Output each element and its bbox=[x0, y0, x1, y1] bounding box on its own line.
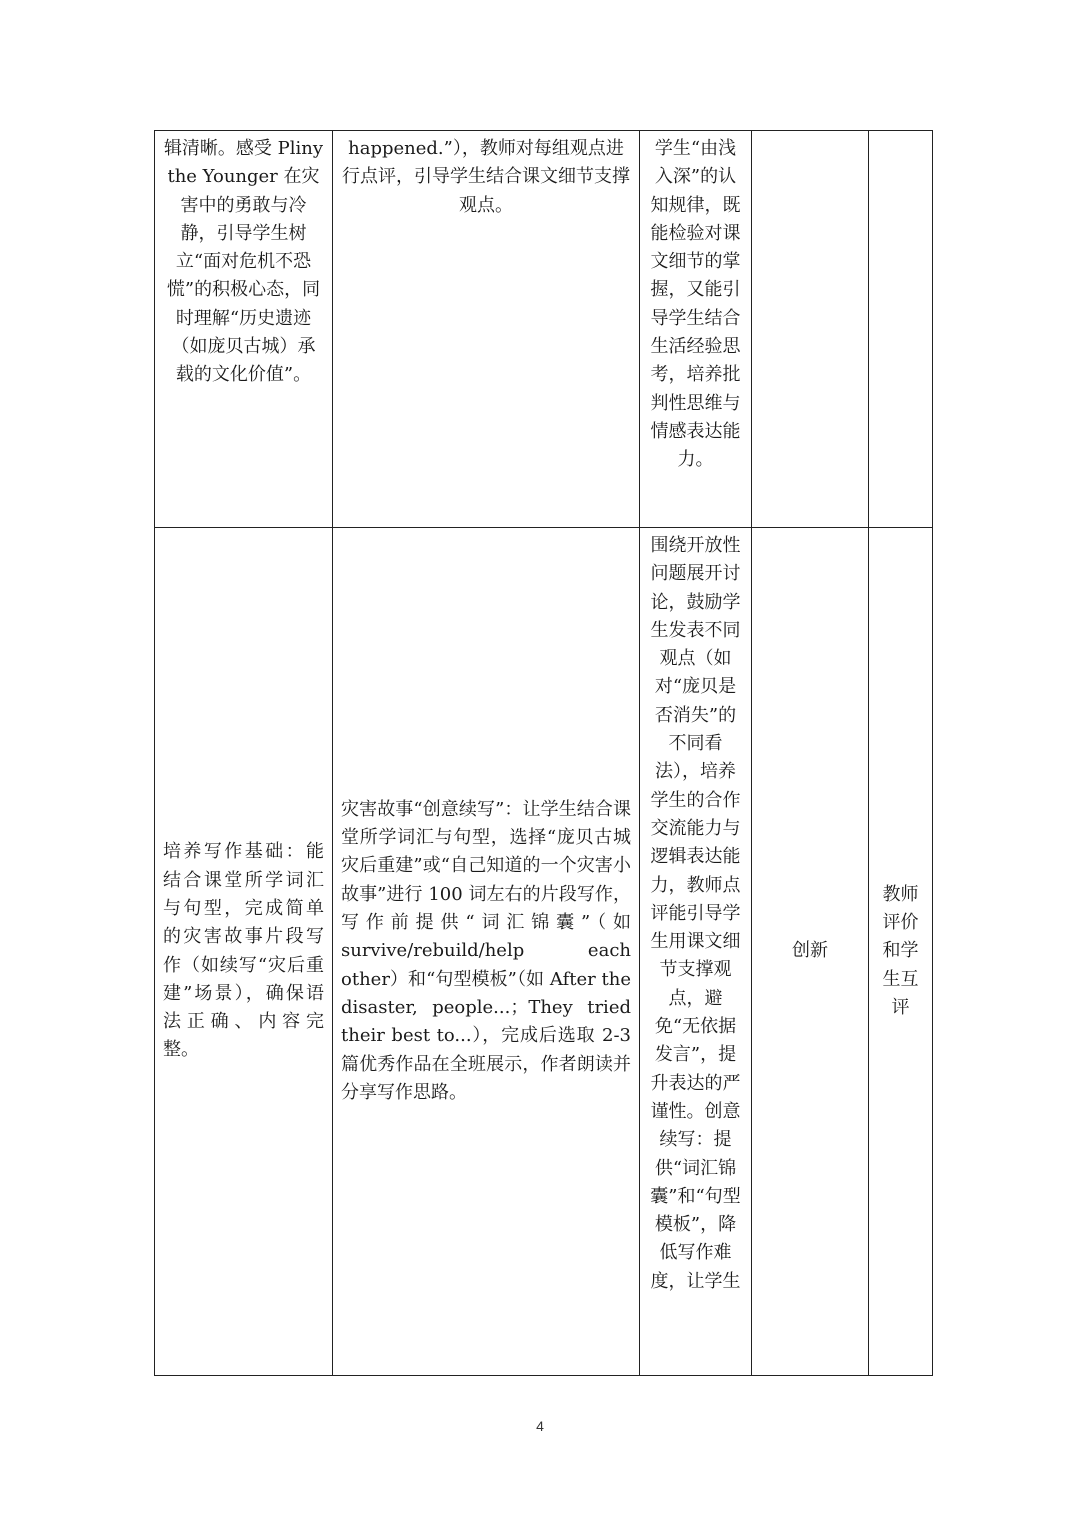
dimension-cell bbox=[752, 131, 869, 528]
dimension-cell: 创新 bbox=[752, 528, 869, 1376]
page-number: 4 bbox=[536, 1418, 544, 1434]
goal-cell: 培养写作基础：能结合课堂所学词汇与句型，完成简单的灾害故事片段写作（如续写“灾后重建”场景），确保语法正确、内容完整。 bbox=[155, 528, 333, 1376]
intent-cell: 学生“由浅入深”的认知规律，既能检验对课文细节的掌握，又能引导学生结合生活经验思考，培养批判性思维与情感表达能力。 bbox=[640, 131, 752, 528]
lesson-plan-table bbox=[154, 130, 933, 1376]
activity-cell: happened.”），教师对每组观点进行点评，引导学生结合课文细节支撑观点。 bbox=[333, 131, 640, 528]
activity-cell: 灾害故事“创意续写”：让学生结合课堂所学词汇与句型，选择“庞贝古城灾后重建”或“自己知道的一个灾害小故事”进行 100 词左右的片段写作，写作前提供“词汇锦囊”（如 survive/rebuild/help each other）和“句型模板”（如 After the disaster, people...；They tried their best to...），完成后选取 2-3 篇优秀作品在全班展示，作者朗读并分享写作思路。 bbox=[333, 528, 640, 1376]
table-row bbox=[155, 131, 933, 528]
table-row bbox=[155, 528, 933, 1376]
intent-cell: 围绕开放性问题展开讨论，鼓励学生发表不同观点（如对“庞贝是否消失”的不同看法），培养学生的合作交流能力与逻辑表达能力，教师点评能引导学生用课文细节支撑观点，避免“无依据发言”，提升表达的严谨性。创意续写：提供“词汇锦囊”和“句型模板”，降低写作难度，让学生 bbox=[640, 528, 752, 1376]
goal-cell: 辑清晰。感受 Pliny the Younger 在灾害中的勇敢与冷静，引导学生树立“面对危机不恐慌”的积极心态，同时理解“历史遗迹（如庞贝古城）承载的文化价值”。 bbox=[155, 131, 333, 528]
evaluation-cell bbox=[869, 131, 933, 528]
evaluation-cell: 教师评价和学生互评 bbox=[869, 528, 933, 1376]
